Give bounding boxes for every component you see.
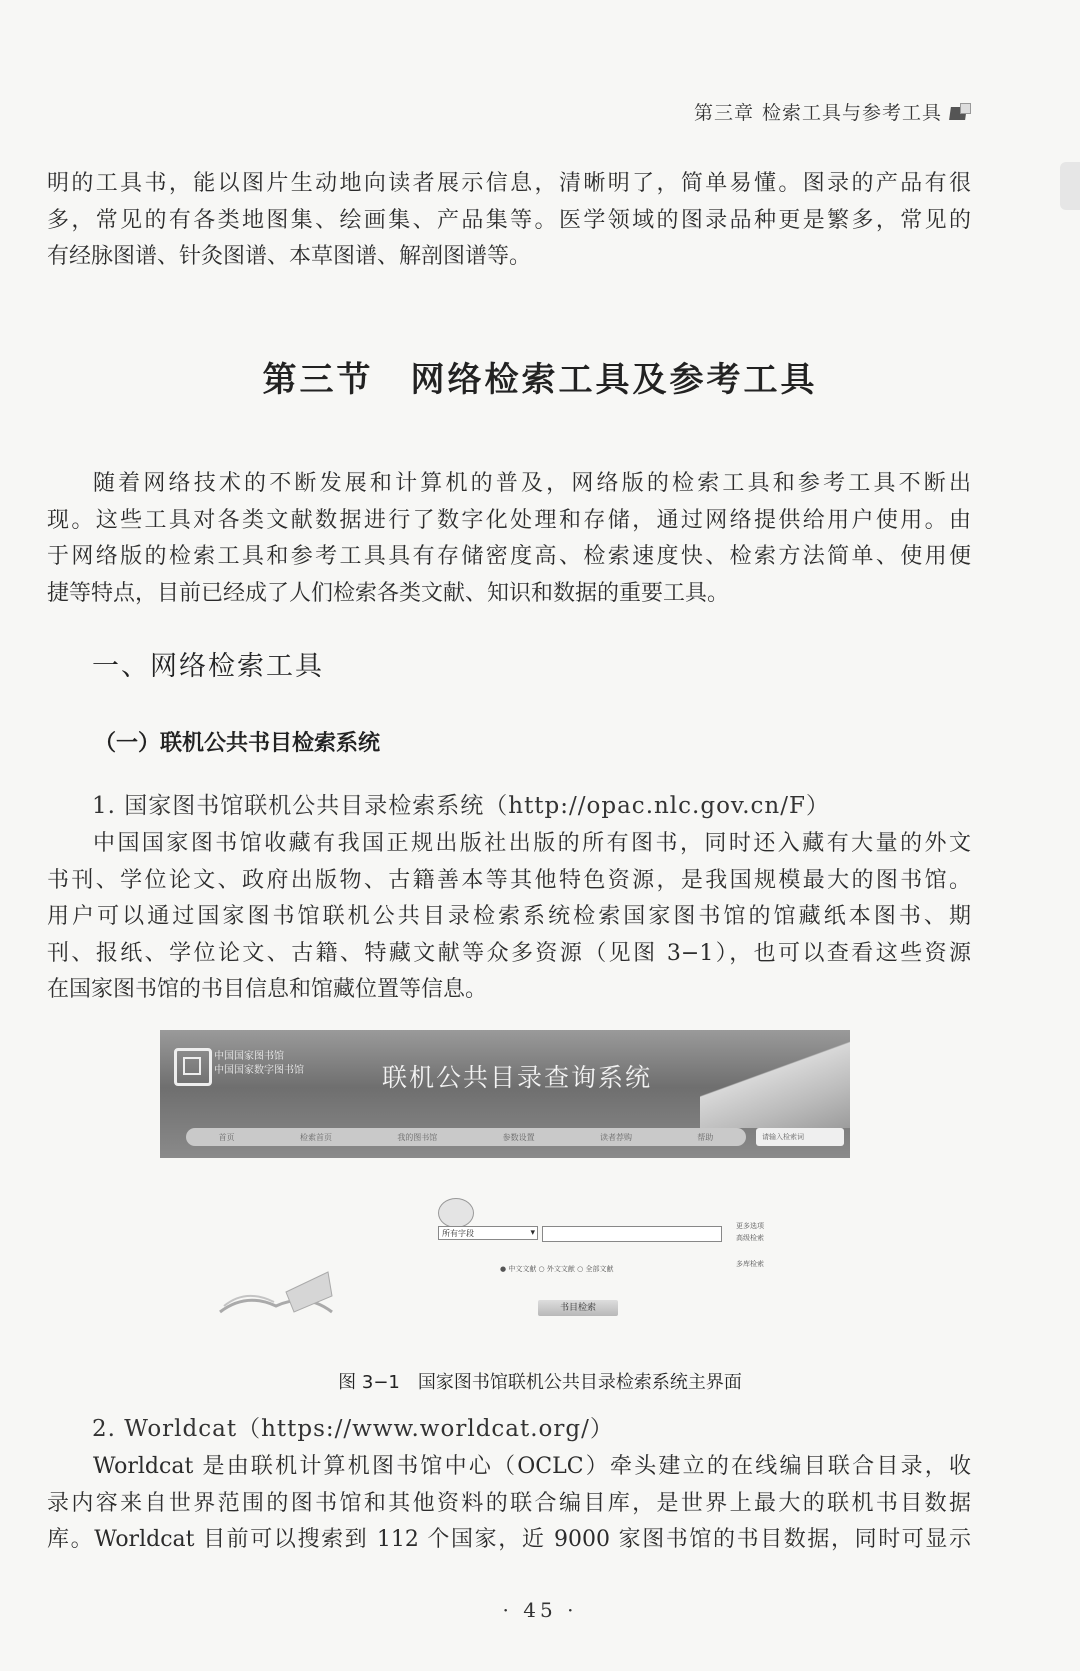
nlc-logo-icon (174, 1048, 212, 1086)
subheading-network-tools: 一、网络检索工具 (92, 651, 324, 682)
running-header (694, 98, 970, 125)
text-line: 于网络版的检索工具和参考工具具有存储密度高、检索速度快、检索方法简单、使用便 (47, 544, 971, 569)
language-radios[interactable]: ● 中文文献 ○ 外文文献 ○ 全部文献 (500, 1265, 614, 1273)
banner-org (214, 1050, 304, 1078)
text-line: 随着网络技术的不断发展和计算机的普及，网络版的检索工具和参考工具不断出 (93, 471, 971, 496)
text-line: Worldcat 是由联机计算机图书馆中心（OCLC）牵头建立的在线编目联合目录，收 (93, 1454, 971, 1479)
side-link[interactable]: 多库检索 (736, 1260, 764, 1268)
text-line: 书刊、学位论文、政府出版物、古籍善本等其他特色资源，是我国规模最大的图书馆。 (47, 867, 971, 893)
opac-emblem-icon (438, 1198, 474, 1228)
text-line: 多，常见的有各类地图集、绘画集、产品集等。医学领域的图录品种更是繁多，常见的 (47, 207, 971, 233)
text-line: 用户可以通过国家图书馆联机公共目录检索系统检索国家图书馆的馆藏纸本图书、期 (47, 904, 971, 929)
figure-opac-screenshot (160, 1030, 850, 1330)
text-line: 捷等特点，目前已经成了人们检索各类文献、知识和数据的重要工具。 (47, 580, 730, 606)
text-line: 现。这些工具对各类文献数据进行了数字化处理和存储，通过网络提供给用户使用。由 (47, 507, 971, 533)
open-book-icon (216, 1262, 336, 1322)
text-line: 刊、报纸、学位论文、古籍、特藏文献等众多资源（见图 3−1），也可以查看这些资源 (47, 940, 971, 966)
side-links (736, 1220, 764, 1270)
paragraph-nlc (47, 826, 971, 1009)
page-number: · 45 · (502, 1598, 578, 1622)
paragraph-intro (47, 466, 971, 612)
text-line: 有经脉图谱、针灸图谱、本草图谱、解剖图谱等。 (47, 244, 532, 269)
nav-item[interactable]: 检索首页 (299, 1132, 332, 1142)
paragraph-worldcat (47, 1449, 971, 1559)
text-line: 明的工具书，能以图片生动地向读者展示信息，清晰明了，简单易懂。图录的产品有很 (47, 171, 971, 196)
figure-caption: 图 3−1 国家图书馆联机公共目录检索系统主界面 (338, 1372, 742, 1393)
opac-banner (160, 1030, 850, 1158)
text-line: 库。Worldcat 目前可以搜索到 112 个国家，近 9000 家图书馆的书目数据，同时可显示 (47, 1527, 971, 1552)
book-icon (950, 103, 970, 121)
nav-item[interactable]: 读者荐购 (599, 1132, 632, 1142)
item-heading-worldcat: 2. Worldcat（https://www.worldcat.org/） (92, 1416, 614, 1442)
side-link[interactable]: 高级检索 (736, 1234, 764, 1242)
text-line: 在国家图书馆的书目信息和馆藏位置等信息。 (47, 977, 488, 1002)
nav-item[interactable]: 帮助 (697, 1132, 714, 1142)
library-building-icon (700, 1038, 850, 1128)
catalog-search-button[interactable]: 书目检索 (538, 1300, 618, 1316)
chapter-number: 第三章 (693, 102, 754, 124)
nav-item[interactable]: 我的图书馆 (397, 1132, 438, 1142)
field-select[interactable]: 所有字段 ▾ (438, 1226, 538, 1240)
paragraph-atlas (47, 166, 971, 276)
org-line: 中国国家图书馆 (214, 1051, 284, 1062)
org-line: 中国国家数字图书馆 (214, 1065, 304, 1076)
scroll-tab[interactable] (1060, 162, 1080, 210)
item-heading-nlc: 1. 国家图书馆联机公共目录检索系统（http://opac.nlc.gov.cn/F） (92, 793, 830, 819)
query-input[interactable] (542, 1226, 722, 1242)
banner-search-input[interactable]: 请输入检索词 (756, 1128, 844, 1146)
nav-item[interactable]: 参数设置 (502, 1132, 535, 1142)
text-line: 录内容来自世界范围的图书馆和其他资料的联合编目库，是世界上最大的联机书目数据 (47, 1490, 971, 1516)
subheading-opac: （一）联机公共书目检索系统 (94, 731, 381, 756)
nav-item[interactable]: 首页 (218, 1132, 235, 1142)
chapter-title: 检索工具与参考工具 (761, 102, 942, 124)
text-line: 中国国家图书馆收藏有我国正规出版社出版的所有图书，同时还入藏有大量的外文 (93, 831, 971, 856)
side-link[interactable]: 更多选项 (736, 1222, 764, 1230)
banner-title: 联机公共目录查询系统 (382, 1063, 653, 1092)
banner-nav (186, 1128, 746, 1146)
section-title: 第三节 网络检索工具及参考工具 (262, 360, 818, 400)
